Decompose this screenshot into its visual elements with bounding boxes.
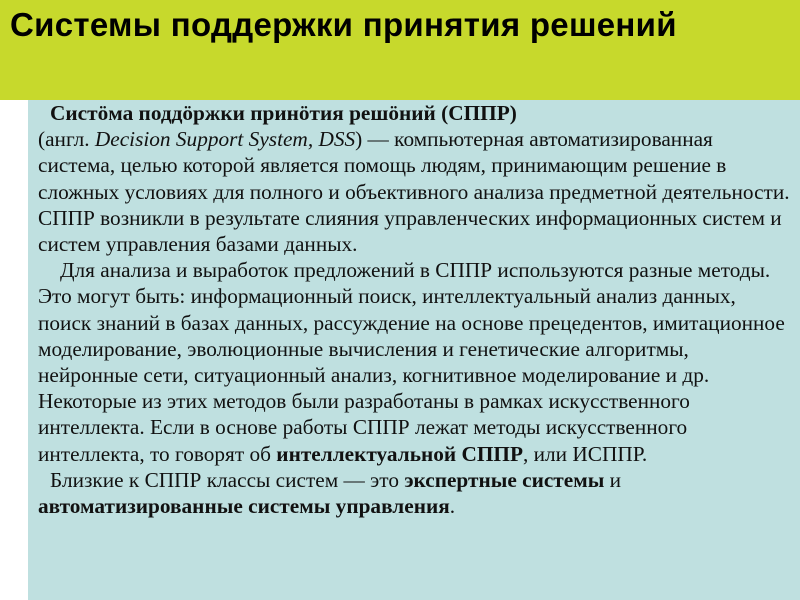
slide-title: Системы поддержки принятия решений — [10, 6, 677, 43]
paragraph-methods — [38, 257, 790, 467]
related-text: Близкие к СППР классы систем — это — [50, 467, 405, 492]
term-automated-control: автоматизированные системы управления — [38, 494, 450, 519]
related-text-end: . — [449, 494, 456, 519]
methods-text-end: , или ИСППР. — [523, 441, 648, 466]
term-intellectual-sppr: интеллектуальной СППР — [276, 441, 523, 466]
abbr-prefix: (англ. — [38, 127, 95, 152]
definition-text: ) — компьютерная автоматизированная система, целью которой является помощь людям, принимающим решение в сложных условиях для полного и объективного анализа предметной деятельности. СППР возникли в результате слияния управленческих информационных систем и систем управления базами данных. — [38, 127, 790, 257]
related-and: и — [604, 467, 622, 492]
title-band — [0, 0, 800, 100]
paragraph-related — [38, 467, 790, 519]
term-expert-systems: экспертные системы — [404, 467, 605, 492]
methods-text: Для анализа и выработок предложений в СППР используются разные методы. Это могут быть: информационный поиск, интеллектуальный анализ данных, поиск знаний в базах данных, рассуждение на основе прецедентов, имитационное моделирование, эволюционные вычисления и генетические алгоритмы, нейронные сети, ситуационный анализ, когнитивное моделирование и др. Некоторые из этих методов были разработаны в рамках искусственного интеллекта. Если в основе работы СППР лежат методы искусственного интеллекта, то говорят об — [38, 258, 785, 466]
term-sppr: Систӧма поддӧржки принӧтия решӧний (СППР) — [50, 101, 517, 125]
body-panel — [28, 100, 800, 600]
body-text — [38, 100, 790, 519]
abbr-english: Decision Support System, DSS — [94, 127, 356, 152]
paragraph-definition — [38, 100, 790, 257]
